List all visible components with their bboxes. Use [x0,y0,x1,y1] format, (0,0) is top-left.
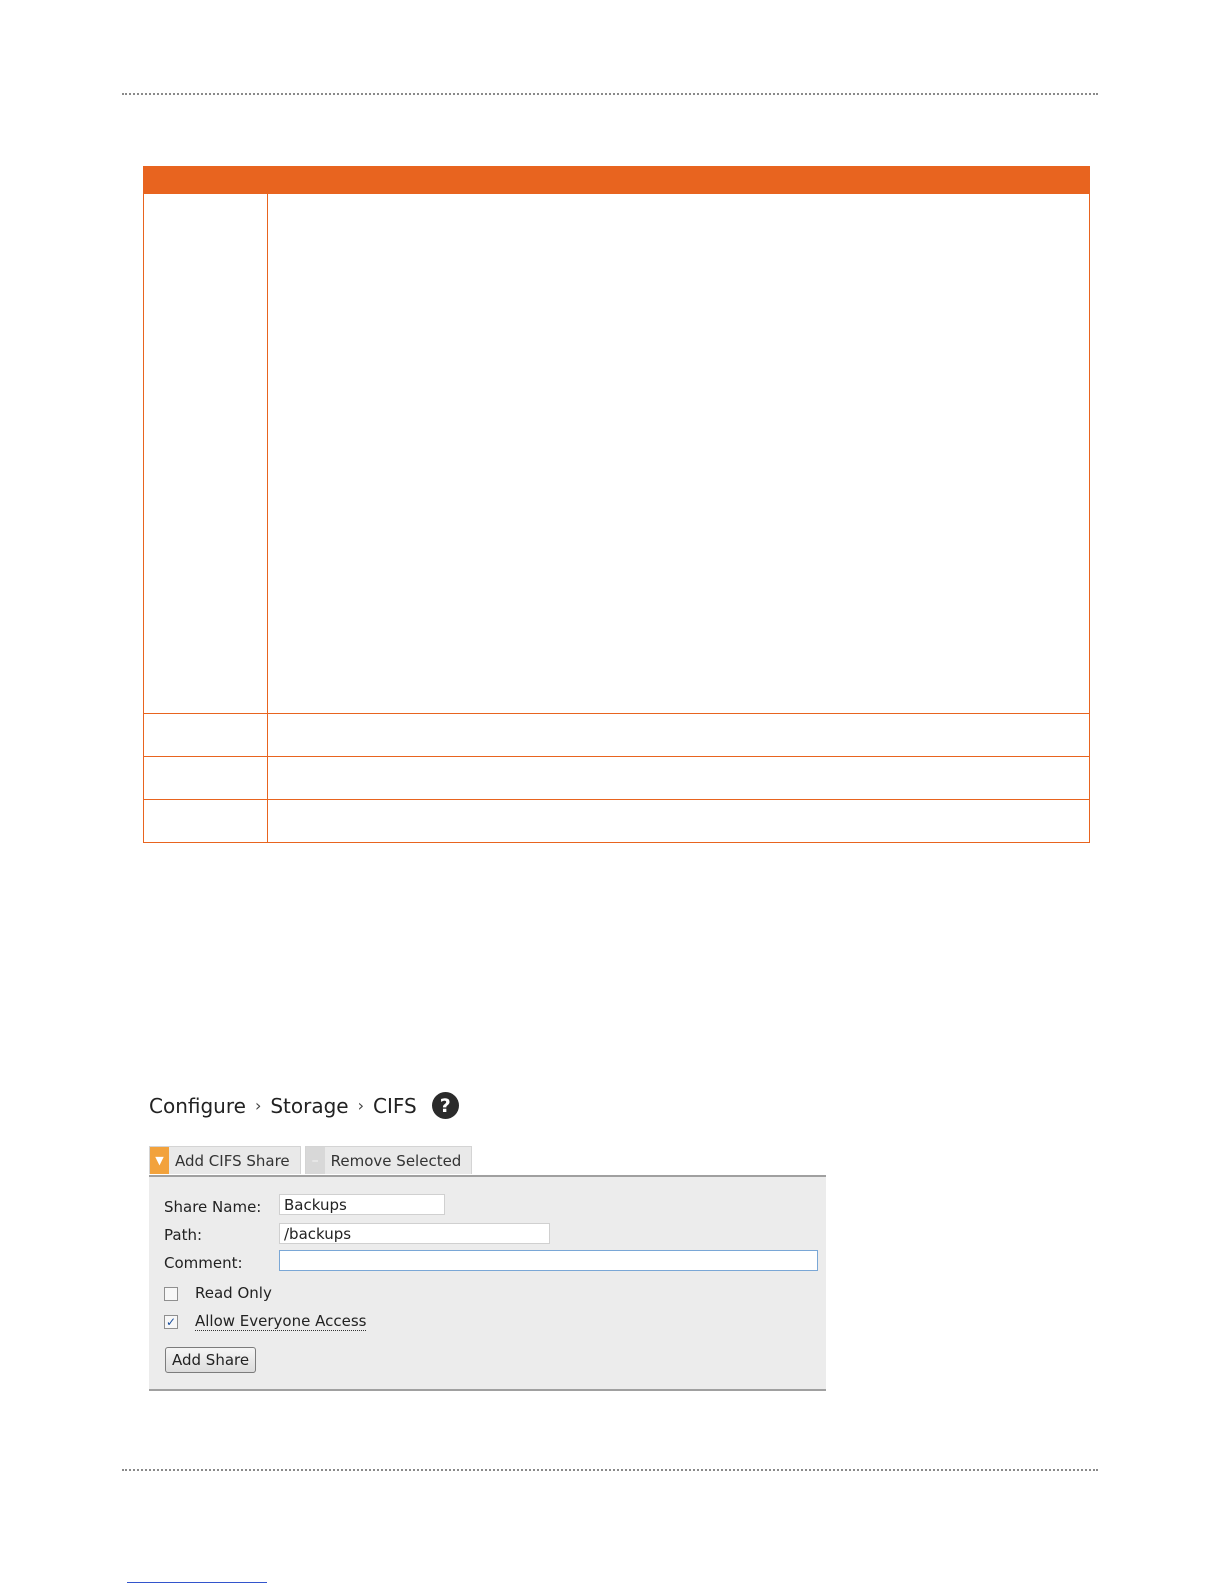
breadcrumb-item-cifs: CIFS [373,1093,417,1118]
question-mark-icon[interactable]: ? [432,1092,459,1119]
header-rule [122,93,1098,95]
remove-selected-label: Remove Selected [330,1151,462,1170]
share-name-input[interactable] [279,1194,445,1215]
table-cell [144,757,268,800]
allow-everyone-checkbox[interactable] [164,1315,178,1329]
read-only-label[interactable]: Read Only [195,1284,272,1302]
table-header-row [144,167,1090,194]
table-cell [268,800,1090,843]
table-header-cell [144,167,268,194]
toolbar [149,1146,472,1174]
breadcrumb-separator: › [357,1096,365,1115]
checkmark-icon: ✓ [165,1315,177,1329]
table-row [144,714,1090,757]
add-cifs-share-label: Add CIFS Share [175,1151,290,1170]
table-cell [268,194,1090,714]
table-cell [144,800,268,843]
table-cell [268,757,1090,800]
breadcrumb-item-configure[interactable]: Configure [149,1093,246,1118]
path-input[interactable] [279,1223,550,1244]
table-header-cell [268,167,1090,194]
share-name-label: Share Name: [164,1198,262,1216]
comment-input[interactable] [279,1250,818,1271]
add-share-form [149,1175,826,1391]
triangle-down-icon: ▼ [150,1147,169,1174]
remove-selected-button[interactable] [305,1146,473,1174]
allow-everyone-label[interactable]: Allow Everyone Access [195,1312,367,1330]
table-row [144,194,1090,714]
breadcrumb [149,1092,459,1119]
table-row [144,800,1090,843]
table-cell [268,714,1090,757]
read-only-checkbox[interactable] [164,1287,178,1301]
breadcrumb-separator: › [254,1096,262,1115]
comment-label: Comment: [164,1254,243,1272]
footer-link-underline [127,1582,267,1583]
add-share-button[interactable]: Add Share [165,1347,256,1373]
footer-rule [122,1469,1098,1471]
add-cifs-share-button[interactable] [149,1146,301,1174]
path-label: Path: [164,1226,203,1244]
table-row [144,757,1090,800]
document-table [143,166,1090,843]
table-cell [144,194,268,714]
table-cell [144,714,268,757]
minus-icon: – [306,1147,325,1174]
breadcrumb-item-storage[interactable]: Storage [270,1093,349,1118]
